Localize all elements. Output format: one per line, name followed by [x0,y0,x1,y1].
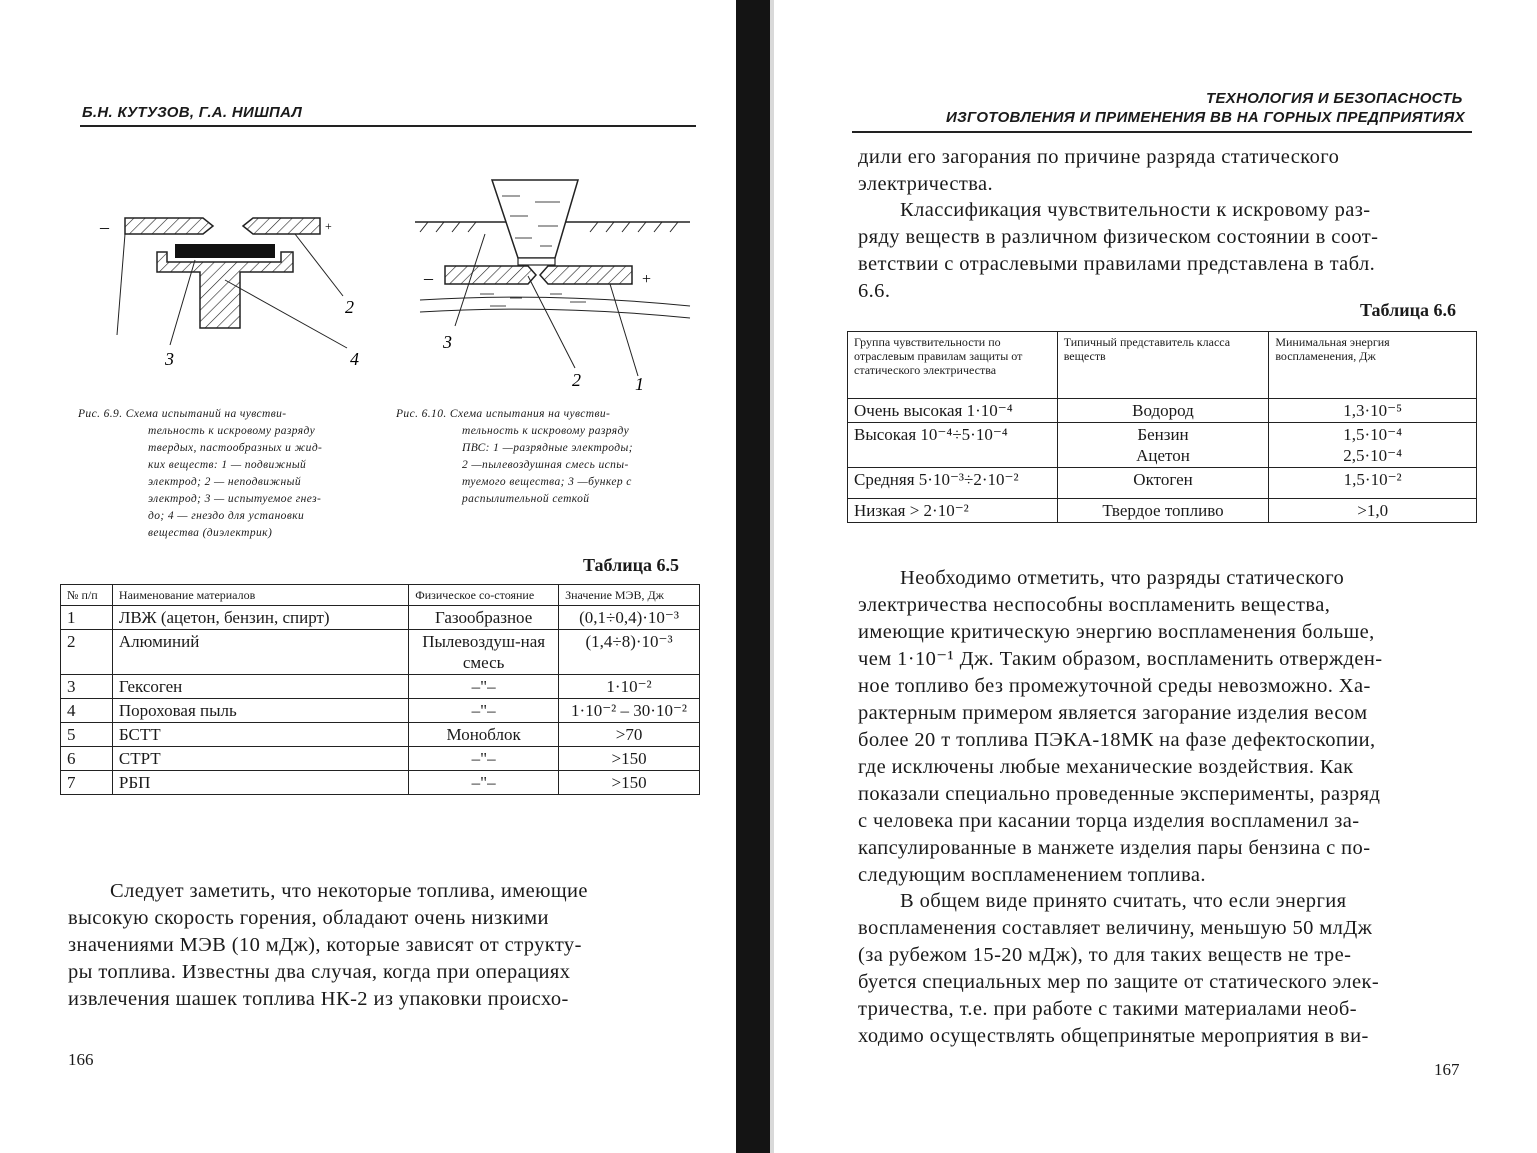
table-header-cell: Физическое со-стояние [409,585,559,606]
right-page [770,0,1537,1153]
table-cell: Средняя 5·10⁻³÷2·10⁻² [848,468,1058,499]
figure-6-10-diagram [410,176,700,396]
fig69-label-4: 4 [350,349,359,369]
figure-6-10-caption: Рис. 6.10. Схема испытания на чувстви- тельность к искровому разряду ПВС: 1 —разрядные электроды; 2 —пылевоздушная смесь испы- туемого вещества; 3 —бункер с распылительной сеткой [396,408,633,505]
table-cell: Алюминий [112,630,408,675]
figure-6-9-diagram [95,200,385,375]
table-cell: БСТТ [112,723,408,747]
table-cell: –"– [409,747,559,771]
table-header-cell: Значение МЭВ, Дж [559,585,700,606]
running-header-right-line2: ИЗГОТОВЛЕНИЯ И ПРИМЕНЕНИЯ ВВ НА ГОРНЫХ ПРЕДПРИЯТИЯХ [946,109,1465,126]
table-6-5-header-row [61,585,700,606]
table-cell: 2 [61,630,113,675]
right-intro-paragraph: дили его загорания по причине разряда статического электричества. [858,146,1340,195]
table-cell: 6 [61,747,113,771]
table-cell: Октоген [1057,468,1269,499]
table-row [848,399,1477,423]
table-row [61,606,700,630]
fig69-socket [157,252,293,328]
table-6-6-title: Таблица 6.6 [1360,300,1456,320]
header-rule-right [852,131,1472,133]
running-header-left: Б.Н. КУТУЗОВ, Г.А. НИШПАЛ [82,104,303,121]
table-cell: Высокая 10⁻⁴÷5·10⁻⁴ [848,423,1058,468]
table-row [61,630,700,675]
table-cell: 1,5·10⁻² [1269,468,1477,499]
fig69-label-2: 2 [345,297,354,317]
fig69-plus-label: + [325,219,332,233]
table-cell: 4 [61,699,113,723]
table-cell: Газообразное [409,606,559,630]
fig69-movable-electrode [125,218,213,234]
table-6-6 [847,331,1477,523]
table-cell: Низкая > 2·10⁻² [848,499,1058,523]
table-cell: >1,0 [1269,499,1477,523]
fig610-minus-label: – [424,268,433,288]
table-header-cell: Группа чувствительности по отраслевым правилам защиты от статического электричества [848,332,1058,399]
right-paragraph-3: Необходимо отметить, что разряды статического электричества неспособны воспламенить вещества, имеющие критическую энергию воспламенения больше, чем 1·10⁻¹ Дж. Таким образом, воспламенить отвержден- ное топливо без промежуточной среды невозможно. Ха- рактерным примером является загорание изделия весом более 20 т топлива ПЭКА-18МК на фазе дефектоскопии, где исключены любые механические воздействия. Как показали специально проведенные эксперименты, разряд с человека при касании торца изделия воспламенил за- капсулированные в манжете изделия пары бензина с по- следующим воспламенением топлива. [858,567,1383,886]
table-row [61,723,700,747]
table-header-cell: № п/п [61,585,113,606]
table-cell: (1,4÷8)·10⁻³ [559,630,700,675]
table-cell: –"– [409,699,559,723]
left-body-paragraph: Следует заметить, что некоторые топлива, имеющие высокую скорость горения, обладают очень низкими значениями МЭВ (10 мДж), которые зависят от структу- ры топлива. Известны два случая, когда при операциях извлечения шашек топлива НК-2 из упаковки происхо- [68,880,588,1010]
table-header-cell: Типичный представитель класса веществ [1057,332,1269,399]
table-cell: 1·10⁻² [559,675,700,699]
page-number-right: 167 [1434,1060,1460,1079]
fig69-label-3: 3 [165,349,174,369]
page-number-left: 166 [68,1050,94,1069]
table-cell: СТРТ [112,747,408,771]
fig610-spray-mesh [518,258,555,265]
fig610-right-electrode [540,266,632,284]
book-gutter [736,0,770,1153]
table-row [848,499,1477,523]
fig610-label-3: 3 [443,332,452,352]
table-cell: (0,1÷0,4)·10⁻³ [559,606,700,630]
table-cell: Очень высокая 1·10⁻⁴ [848,399,1058,423]
table-cell: 1,3·10⁻⁵ [1269,399,1477,423]
table-row [61,747,700,771]
fig610-plus-label: + [642,271,652,288]
table-cell: Моноблок [409,723,559,747]
running-header-right-line1: ТЕХНОЛОГИЯ И БЕЗОПАСНОСТЬ [1206,90,1463,107]
table-cell: Твердое топливо [1057,499,1269,523]
table-6-5-title: Таблица 6.5 [583,555,679,575]
fig610-left-electrode [445,266,536,284]
table-cell: –"– [409,675,559,699]
table-row [61,699,700,723]
table-cell: >150 [559,771,700,795]
fig69-test-sample [175,244,275,258]
table-cell: –"– [409,771,559,795]
table-cell: Водород [1057,399,1269,423]
table-6-6-header-row [848,332,1477,399]
fig69-minus-label: – [100,217,109,237]
fig610-label-2: 2 [572,370,581,390]
table-header-cell: Наименование материалов [112,585,408,606]
table-row [848,423,1477,468]
table-cell: 1,5·10⁻⁴ 2,5·10⁻⁴ [1269,423,1477,468]
table-cell: 3 [61,675,113,699]
table-cell: 5 [61,723,113,747]
table-cell: Пороховая пыль [112,699,408,723]
right-paragraph-4: В общем виде принято считать, что если энергия воспламенения составляет величину, меньшую 50 млДж (за рубежом 15-20 мДж), то для таких веществ не тре- буется специальных мер по защите от статического элек- тричества, т.е. при работе с такими материалами необ- ходимо осуществлять общепринятые мероприятия в ви- [858,890,1380,1047]
header-rule-left [80,125,696,127]
table-row [848,468,1477,499]
table-6-5 [60,584,700,795]
fig69-fixed-electrode [243,218,320,234]
figure-6-9-caption: Рис. 6.9. Схема испытаний на чувстви- тельность к искровому разряду твердых, пастообразных и жид- ких веществ: 1 — подвижный электрод; 2 — неподвижный электрод; 3 — испытуемое гнез- до; 4 — гнездо для установки вещества (диэлектрик) [78,408,323,539]
fig610-hopper [492,180,578,258]
table-cell: РБП [112,771,408,795]
table-cell: >150 [559,747,700,771]
table-cell: 1·10⁻² – 30·10⁻² [559,699,700,723]
table-cell: Пылевоздуш-ная смесь [409,630,559,675]
table-row [61,771,700,795]
table-cell: >70 [559,723,700,747]
table-cell: 7 [61,771,113,795]
table-cell: Гексоген [112,675,408,699]
table-cell: Бензин Ацетон [1057,423,1269,468]
right-paragraph-2: Классификация чувствительности к искровому раз- ряду веществ в различном физическом состоянии в соот- ветствии с отраслевыми правилами представлена в табл. 6.6. [858,199,1379,302]
fig610-label-1: 1 [635,374,644,394]
table-header-cell: Минимальная энергия воспламенения, Дж [1269,332,1477,399]
table-row [61,675,700,699]
table-cell: 1 [61,606,113,630]
table-cell: ЛВЖ (ацетон, бензин, спирт) [112,606,408,630]
left-page [0,0,736,1153]
